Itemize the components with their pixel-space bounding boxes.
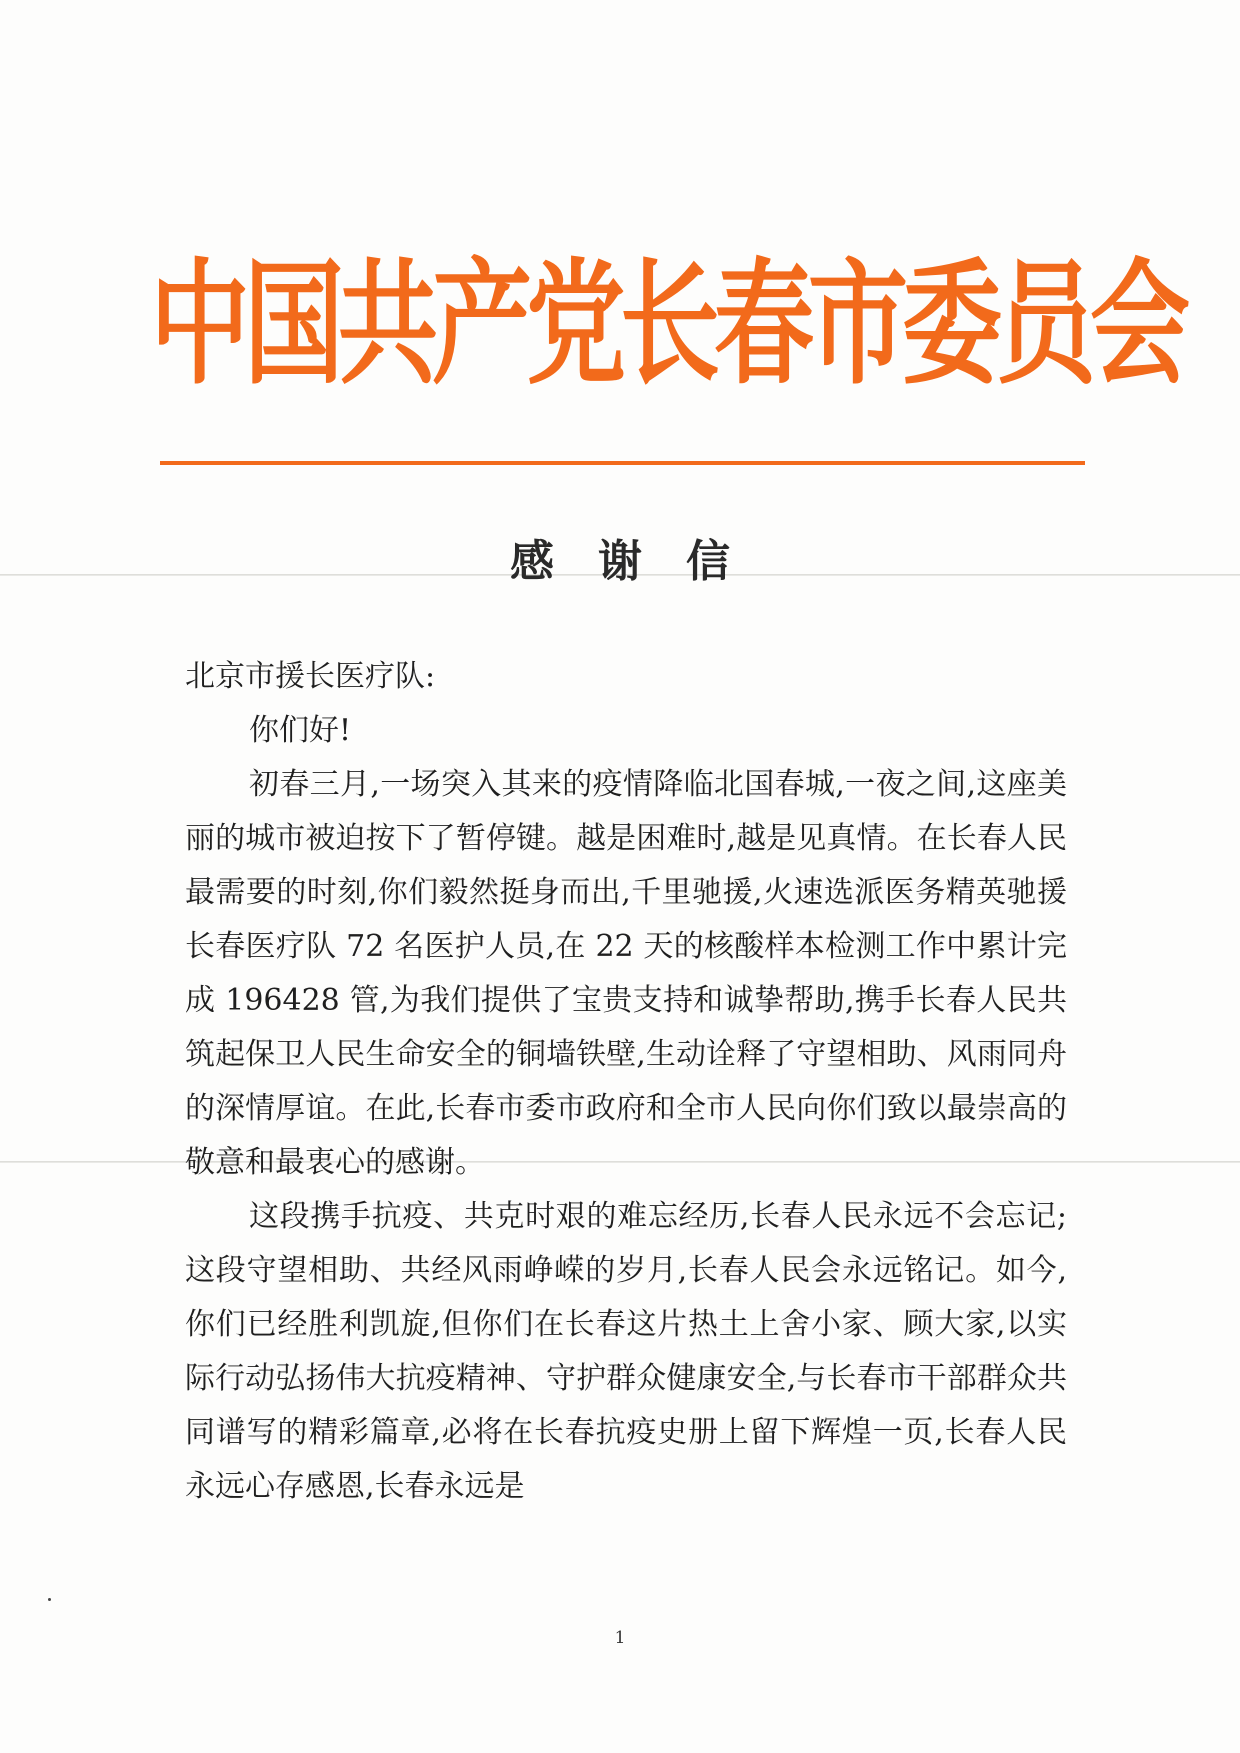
body-paragraph-1: 初春三月,一场突入其来的疫情降临北国春城,一夜之间,这座美丽的城市被迫按下了暂停键。越是困难时,越是见真情。在长春人民最需要的时刻,你们毅然挺身而出,千里驰援,火速选派医务精英驰援长春医疗队 72 名医护人员,在 22 天的核酸样本检测工作中累计完成 196428 管,为我们提供了宝贵支持和诚挚帮助,携手长春人民共筑起保卫人民生命安全的铜墙铁壁,生动诠释了守望相助、风雨同舟的深情厚谊。在此,长春市委市政府和全市人民向你们致以最崇高的敬意和最衷心的感谢。 [185,767,1067,1180]
greeting: 你们好! [249,713,352,748]
addressee: 北京市援长医疗队: [185,659,436,694]
letterhead-red-rule [160,461,1085,465]
page-number: 1 [614,1628,626,1648]
letterhead-organization: 中国共产党长春市委员会 [150,245,1184,404]
letter-body [185,650,1067,1514]
document-title: 感谢信 [510,536,774,587]
scan-speck [48,1598,51,1601]
body-paragraph-2: 这段携手抗疫、共克时艰的难忘经历,长春人民永远不会忘记;这段守望相助、共经风雨峥嵘的岁月,长春人民会永远铭记。如今,你们已经胜利凯旋,但你们在长春这片热土上舍小家、顾大家,以实际行动弘扬伟大抗疫精神、守护群众健康安全,与长春市干部群众共同谱写的精彩篇章,必将在长春抗疫史册上留下辉煌一页,长春人民永远心存感恩,长春永远是 [185,1199,1067,1504]
